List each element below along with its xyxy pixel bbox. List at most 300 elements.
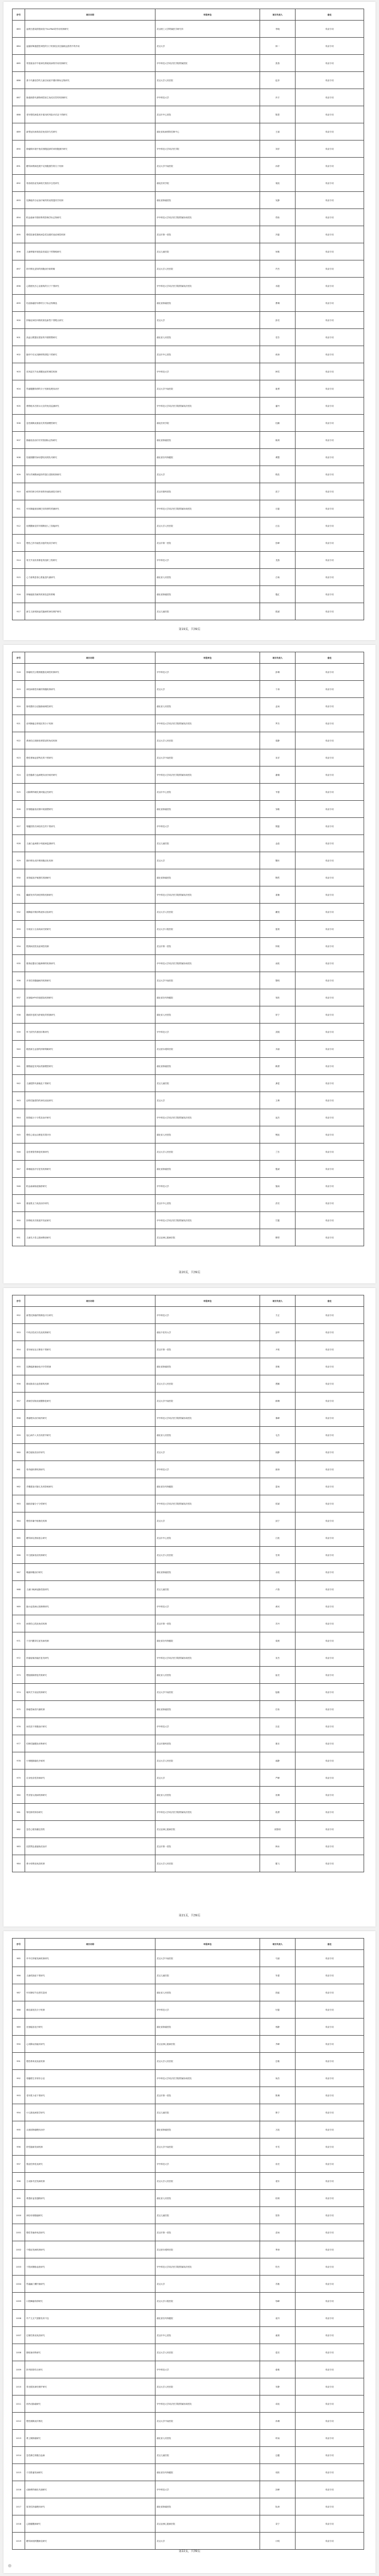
- table-row: [13, 1427, 364, 1444]
- cell-remark: 转录专项: [296, 432, 364, 449]
- table-row: [13, 2327, 364, 2344]
- cell-number: 938: [13, 1006, 25, 1024]
- cell-project-leader: 付磊: [260, 2001, 296, 2019]
- table-row: [13, 938, 364, 955]
- cell-project-name: 神经病理性疼痛的脊髓机制研究: [25, 681, 155, 698]
- cell-applicant-unit: 华中科技大学同济医学院附属协和医院: [155, 2396, 260, 2413]
- cell-project-leader: 孙婷: [260, 158, 296, 175]
- cell-project-name: 冠心病介入术后再狭窄研究: [25, 1427, 155, 1444]
- table-row: [13, 989, 364, 1006]
- cell-remark: 转录专项: [296, 1195, 364, 1212]
- cell-number: 894: [13, 209, 25, 226]
- cell-applicant-unit: 湖北省人民医院: [155, 1667, 260, 1684]
- cell-project-name: 肾癌靶向治疗耐药研究: [25, 1410, 155, 1427]
- table-row: [13, 1821, 364, 1838]
- cell-project-leader: 安静: [260, 2378, 296, 2396]
- cell-number: 963: [13, 1495, 25, 1512]
- cell-remark: 转录专项: [296, 55, 364, 72]
- cell-project-name: 宫颈癌HPV持续感染机制研究: [25, 989, 155, 1006]
- table-row: [13, 1375, 364, 1393]
- cell-remark: 转录专项: [296, 535, 364, 552]
- cell-project-name: 糖尿病视网膜病变研究: [25, 2533, 155, 2550]
- cell-applicant-unit: 华中科技大学: [155, 818, 260, 835]
- cell-remark: 转录专项: [296, 749, 364, 767]
- cell-project-leader: 彭琳: [260, 664, 296, 681]
- cell-applicant-unit: 武汉大学中南医院: [155, 2138, 260, 2156]
- cell-number: 951: [13, 1229, 25, 1246]
- cell-remark: 转录专项: [296, 2344, 364, 2361]
- cell-applicant-unit: 武汉大学中南医院: [155, 1684, 260, 1701]
- header-project-name: 项目名称: [25, 1939, 155, 1950]
- cell-number: 940: [13, 1041, 25, 1058]
- table-row: [13, 1478, 364, 1495]
- cell-project-leader: 计明: [260, 2533, 296, 2550]
- table-row: [13, 1667, 364, 1684]
- cell-project-leader: 房亮: [260, 2156, 296, 2173]
- cell-project-name: 视网膜病变的早期筛查人工智能研究: [25, 517, 155, 535]
- project-table-1: [12, 9, 364, 620]
- cell-number: 1009: [13, 2361, 25, 2378]
- cell-number: 899: [13, 295, 25, 312]
- cell-remark: 转录专项: [296, 329, 364, 346]
- cell-number: 957: [13, 1393, 25, 1410]
- cell-remark: 转录专项: [296, 106, 364, 123]
- cell-number: 920: [13, 698, 25, 715]
- cell-applicant-unit: 湖北省人民医院: [155, 2430, 260, 2447]
- cell-number: 1013: [13, 2430, 25, 2447]
- table-row: [13, 2447, 364, 2464]
- cell-remark: 转录专项: [296, 1950, 364, 1967]
- cell-remark: 转录专项: [296, 2464, 364, 2481]
- cell-remark: 转录专项: [296, 569, 364, 586]
- cell-applicant-unit: 湖北省人民医院: [155, 1427, 260, 1444]
- header-project-name: 项目名称: [25, 9, 155, 21]
- cell-remark: 转录专项: [296, 552, 364, 569]
- cell-project-leader: 张燕: [260, 55, 296, 72]
- cell-project-leader: 马丽: [260, 1950, 296, 1967]
- cell-applicant-unit: 湖北医药学院: [155, 175, 260, 192]
- cell-project-leader: 殷斌: [260, 1161, 296, 1178]
- cell-project-name: 鼻咽癌放疗后复发机制研究: [25, 1161, 155, 1178]
- cell-applicant-unit: 湖北省肿瘤医院: [155, 586, 260, 603]
- cell-project-leader: 苏敏: [260, 2276, 296, 2293]
- table-row: [13, 784, 364, 801]
- cell-number: 960: [13, 1444, 25, 1461]
- cell-project-leader: 邓超: [260, 278, 296, 295]
- cell-number: 886: [13, 72, 25, 89]
- cell-applicant-unit: 华中科技大学同济医学院附属同济医院: [155, 1212, 260, 1229]
- header-number: 序号: [13, 9, 25, 21]
- cell-applicant-unit: 华中科技大学同济医学院附属医院: [155, 55, 260, 72]
- cell-number: 903: [13, 363, 25, 380]
- cell-number: 996: [13, 2138, 25, 2156]
- cell-remark: 转录专项: [296, 1495, 364, 1512]
- cell-remark: 转录专项: [296, 260, 364, 278]
- cell-applicant-unit: 武汉大学人民医院: [155, 517, 260, 535]
- cell-number: 895: [13, 226, 25, 243]
- cell-remark: 转录专项: [296, 1006, 364, 1024]
- page-footer: 第20页，共39页: [178, 1271, 201, 1274]
- cell-project-leader: 赖勇: [260, 1058, 296, 1075]
- cell-applicant-unit: 武汉市第一医院: [155, 535, 260, 552]
- cell-project-name: 儿童哮喘环境危险因素及干预策略研究: [25, 243, 155, 260]
- cell-project-leader: 程浩: [260, 466, 296, 483]
- cell-project-leader: 韩冰: [260, 1838, 296, 1855]
- cell-project-leader: 罗杰: [260, 715, 296, 732]
- table-row: [13, 1410, 364, 1427]
- cell-applicant-unit: 武汉大学人民医院: [155, 904, 260, 921]
- table-row: [13, 243, 364, 260]
- cell-number: 1016: [13, 2481, 25, 2498]
- table-row: [13, 2241, 364, 2258]
- cell-project-leader: 崔亮: [260, 1667, 296, 1684]
- table-row: [13, 852, 364, 869]
- table-row: [13, 1393, 364, 1410]
- cell-project-leader: 卢燕: [260, 1581, 296, 1598]
- cell-project-name: 急性髓系白血病靶向治疗耐药研究: [25, 767, 155, 784]
- cell-applicant-unit: 武汉亚洲心脏病医院: [155, 1229, 260, 1246]
- table-row: [13, 2190, 364, 2207]
- cell-remark: 转录专项: [296, 1075, 364, 1092]
- cell-number: 985: [13, 1950, 25, 1967]
- cell-number: 890: [13, 141, 25, 158]
- cell-project-name: 系统性红斑狼疮肾损害的免疫机制: [25, 732, 155, 749]
- table-row: [13, 1161, 364, 1178]
- cell-number: 905: [13, 398, 25, 415]
- cell-applicant-unit: 华中科技大学同济医学院附属协和医院: [155, 2070, 260, 2087]
- cell-number: 974: [13, 1684, 25, 1701]
- cell-number: 1015: [13, 2464, 25, 2481]
- cell-number: 889: [13, 123, 25, 141]
- cell-number: 910: [13, 483, 25, 500]
- cell-applicant-unit: 华中科技大学同济医学院附属协和医院: [155, 955, 260, 972]
- table-row: [13, 141, 364, 158]
- cell-number: 942: [13, 1075, 25, 1092]
- cell-project-name: 肝细胞癌免疫微环境重塑研究: [25, 801, 155, 818]
- cell-number: 950: [13, 1212, 25, 1229]
- cell-project-name: 头颈部肿瘤靶向治疗: [25, 2121, 155, 2138]
- cell-remark: 转录专项: [296, 2276, 364, 2293]
- cell-applicant-unit: 湖北省人民医院: [155, 1006, 260, 1024]
- cell-remark: 转录专项: [296, 869, 364, 886]
- cell-applicant-unit: 武汉大学: [155, 466, 260, 483]
- cell-applicant-unit: 湖北省人民医院: [155, 329, 260, 346]
- table-row: [13, 89, 364, 106]
- cell-project-name: 胆管癌分子分型及治疗研究: [25, 1109, 155, 1126]
- cell-remark: 转录专项: [296, 2190, 364, 2207]
- cell-project-name: 卒中后抑郁发病机制研究: [25, 1950, 155, 1967]
- table-row: [13, 1984, 364, 2001]
- table-row: [13, 818, 364, 835]
- cell-applicant-unit: 华中科技大学: [155, 2156, 260, 2173]
- cell-project-leader: 郝静: [260, 1752, 296, 1770]
- table-row: [13, 1967, 364, 1984]
- cell-project-leader: 段斌: [260, 603, 296, 620]
- cell-project-leader: 雷雨: [260, 1478, 296, 1495]
- cell-remark: 转录专项: [296, 72, 364, 89]
- cell-project-leader: 管彤: [260, 2207, 296, 2224]
- cell-number: 916: [13, 586, 25, 603]
- project-table-3: [12, 1295, 364, 1872]
- cell-remark: 转录专项: [296, 175, 364, 192]
- header-remark: 备注: [296, 1939, 364, 1950]
- cell-remark: 转录专项: [296, 2173, 364, 2190]
- cell-project-name: 脑小血管病认知障碍研究: [25, 1598, 155, 1615]
- table-row: [13, 1564, 364, 1581]
- cell-applicant-unit: 华中科技大学同济医学院附属同济医院: [155, 2258, 260, 2276]
- cell-remark: 转录专项: [296, 801, 364, 818]
- cell-applicant-unit: 华中科技大学同济医学院附属同济医院: [155, 398, 260, 415]
- cell-project-name: 孕期感染对胎儿发育影响研究: [25, 1478, 155, 1495]
- cell-number: 977: [13, 1735, 25, 1752]
- cell-applicant-unit: 武汉爱尔眼科医院: [155, 1041, 260, 1058]
- cell-number: 989: [13, 2019, 25, 2036]
- cell-remark: 转录专项: [296, 1212, 364, 1229]
- cell-remark: 转录专项: [296, 989, 364, 1006]
- cell-number: 979: [13, 1770, 25, 1787]
- table-row: [13, 123, 364, 141]
- cell-number: 944: [13, 1109, 25, 1126]
- table-row: [13, 921, 364, 938]
- cell-project-name: 肝纤维化逆转的细胞治疗新策略: [25, 260, 155, 278]
- cell-project-name: 慢性疼痛中枢敏化机制: [25, 1512, 155, 1530]
- cell-applicant-unit: 武汉大学: [155, 2533, 260, 2550]
- header-number: 序号: [13, 1939, 25, 1950]
- cell-project-name: 肝癌射频消融后复发研究: [25, 1650, 155, 1667]
- cell-project-leader: 柳青: [260, 1229, 296, 1246]
- cell-remark: 转录专项: [296, 2241, 364, 2258]
- cell-number: 965: [13, 1530, 25, 1547]
- cell-project-leader: 夏晨: [260, 921, 296, 938]
- table-row: [13, 2001, 364, 2019]
- cell-applicant-unit: 武汉儿童医院: [155, 603, 260, 620]
- cell-remark: 转录专项: [296, 1444, 364, 1461]
- cell-remark: 转录专项: [296, 1161, 364, 1178]
- cell-project-leader: 冉琳: [260, 2413, 296, 2430]
- cell-project-name: 牙周炎与全身疾病关联研究: [25, 921, 155, 938]
- cell-applicant-unit: 湖北省肿瘤医院: [155, 869, 260, 886]
- header-applicant-unit: 申报单位: [155, 1939, 260, 1950]
- cell-applicant-unit: 武汉大学人民医院: [155, 732, 260, 749]
- cell-remark: 转录专项: [296, 1341, 364, 1358]
- cell-remark: 转录专项: [296, 1461, 364, 1478]
- table-row: [13, 72, 364, 89]
- cell-applicant-unit: 武汉亚洲心脏病医院: [155, 1821, 260, 1838]
- cell-remark: 转录专项: [296, 312, 364, 329]
- cell-project-name: 青光眼视神经保护研究: [25, 2378, 155, 2396]
- cell-project-leader: 莫丹: [260, 2310, 296, 2327]
- cell-number: 1010: [13, 2378, 25, 2396]
- cell-number: 922: [13, 732, 25, 749]
- cell-applicant-unit: 华中科技大学同济医学院附属协和医院: [155, 1650, 260, 1667]
- cell-applicant-unit: 湖北省肿瘤医院: [155, 295, 260, 312]
- cell-project-leader: 龚雯: [260, 1075, 296, 1092]
- cell-project-leader: 尹莉: [260, 1341, 296, 1358]
- cell-remark: 转录专项: [296, 972, 364, 989]
- cell-remark: 转录专项: [296, 2361, 364, 2378]
- cell-project-name: 脓毒症器官功能障碍的机制研究: [25, 955, 155, 972]
- cell-project-name: 小细胞肺癌化疗耐药: [25, 1752, 155, 1770]
- cell-number: 1019: [13, 2533, 25, 2550]
- cell-number: 948: [13, 1178, 25, 1195]
- cell-applicant-unit: 武汉市第一医院: [155, 226, 260, 243]
- cell-remark: 转录专项: [296, 226, 364, 243]
- cell-number: 964: [13, 1512, 25, 1530]
- cell-number: 924: [13, 767, 25, 784]
- cell-project-leader: 韦强: [260, 784, 296, 801]
- cell-project-name: 癫痫发作的神经网络机制研究: [25, 886, 155, 904]
- cell-project-name: 动脉粥样硬化代谢研究: [25, 2481, 155, 2498]
- cell-number: 929: [13, 852, 25, 869]
- table-row: [13, 209, 364, 226]
- cell-applicant-unit: 华中科技大学同济医学院附属同济医院: [155, 278, 260, 295]
- cell-project-leader: 许杰: [260, 260, 296, 278]
- cell-project-name: 肾透析血管通路研究: [25, 2190, 155, 2207]
- table-row: [13, 2036, 364, 2053]
- cell-applicant-unit: 武汉市肺科医院: [155, 483, 260, 500]
- header-project-leader: 项目负责人: [260, 9, 296, 21]
- cell-remark: 转录专项: [296, 1126, 364, 1143]
- cell-project-leader: 任伟: [260, 1701, 296, 1718]
- cell-project-name: 儿童白血病微小残留病监测研究: [25, 835, 155, 852]
- table-row: [13, 1495, 364, 1512]
- cell-project-name: 儿童川崎病冠脉损害研究: [25, 1581, 155, 1598]
- header-applicant-unit: 申报单位: [155, 9, 260, 21]
- cell-applicant-unit: 武汉大学人民医院: [155, 1547, 260, 1564]
- cell-project-leader: 栾宁: [260, 2515, 296, 2533]
- cell-project-name: 骨质疏松症发病相关基因多态性研究: [25, 175, 155, 192]
- table-header-row: [13, 652, 364, 664]
- table-row: [13, 1632, 364, 1650]
- cell-number: 906: [13, 415, 25, 432]
- cell-number: 887: [13, 89, 25, 106]
- project-table-2: [12, 652, 364, 1246]
- cell-applicant-unit: 华中科技大学同济医学院附属同济医院: [155, 1804, 260, 1821]
- cell-remark: 转录专项: [296, 2498, 364, 2515]
- cell-applicant-unit: 武汉大学中南医院: [155, 2413, 260, 2430]
- cell-project-leader: 白杨: [260, 569, 296, 586]
- cell-project-name: 骨关节炎软骨修复的组织工程研究: [25, 552, 155, 569]
- table-row: [13, 2533, 364, 2550]
- cell-project-name: 肺纤维化成纤维细胞活化机制: [25, 852, 155, 869]
- cell-project-leader: 林一: [260, 38, 296, 55]
- cell-remark: 转录专项: [296, 1684, 364, 1701]
- cell-project-name: 乳腺癌新辅助化疗疗效预测: [25, 1358, 155, 1375]
- table-row: [13, 715, 364, 732]
- cell-remark: 转录专项: [296, 1735, 364, 1752]
- cell-applicant-unit: 武汉大学: [155, 1092, 260, 1109]
- cell-remark: 转录专项: [296, 921, 364, 938]
- table-row: [13, 1838, 364, 1855]
- table-row: [13, 1212, 364, 1229]
- table-row: [13, 586, 364, 603]
- cell-remark: 转录专项: [296, 2070, 364, 2087]
- cell-applicant-unit: 湖北省人民医院: [155, 1984, 260, 2001]
- cell-project-name: 甲亢眼病免疫机制研究: [25, 1547, 155, 1564]
- cell-number: 909: [13, 466, 25, 483]
- table-row: [13, 1804, 364, 1821]
- cell-project-leader: 符杰: [260, 2258, 296, 2276]
- cell-applicant-unit: 湖北省肿瘤医院: [155, 1701, 260, 1718]
- cell-number: 913: [13, 535, 25, 552]
- cell-remark: 转录专项: [296, 2104, 364, 2121]
- cell-remark: 转录专项: [296, 1024, 364, 1041]
- cell-remark: 转录专项: [296, 141, 364, 158]
- cell-applicant-unit: 湖北省肿瘤医院: [155, 2121, 260, 2138]
- cell-remark: 转录专项: [296, 2293, 364, 2310]
- cell-applicant-unit: 武汉市第一医院: [155, 1838, 260, 1855]
- table-row: [13, 1307, 364, 1324]
- cell-remark: 转录专项: [296, 21, 364, 38]
- cell-project-name: 急性胰腺炎重症化的预测模型研究: [25, 415, 155, 432]
- cell-number: 991: [13, 2053, 25, 2070]
- cell-project-name: 脂肪肝进展为肝硬化的预测研究: [25, 1006, 155, 1024]
- cell-applicant-unit: 华中科技大学同济医学院: [155, 141, 260, 158]
- table-row: [13, 1143, 364, 1161]
- cell-remark: 转录专项: [296, 2481, 364, 2498]
- cell-applicant-unit: 武汉儿童医院: [155, 1967, 260, 1984]
- cell-project-name: 慢性胰腺炎纤维化: [25, 2413, 155, 2430]
- cell-number: 932: [13, 904, 25, 921]
- cell-project-leader: 时雨: [260, 2430, 296, 2447]
- cell-remark: 转录专项: [296, 2447, 364, 2464]
- cell-project-name: 胃癌幽门螺杆菌研究: [25, 2276, 155, 2293]
- cell-applicant-unit: 武汉大学中南医院: [155, 1393, 260, 1410]
- cell-remark: 转录专项: [296, 1650, 364, 1667]
- cell-project-leader: 祝琳: [260, 1787, 296, 1804]
- cell-applicant-unit: 华中科技大学同济医学院附属协和医院: [155, 209, 260, 226]
- cell-applicant-unit: 湖北中医药大学: [155, 1324, 260, 1341]
- cell-project-leader: 贺峰: [260, 535, 296, 552]
- cell-project-name: 甲状腺结节良恶性鉴别: [25, 1984, 155, 2001]
- cell-project-leader: 宋洋: [260, 749, 296, 767]
- cell-number: 972: [13, 1650, 25, 1667]
- cell-applicant-unit: 华中科技大学: [155, 1024, 260, 1041]
- cell-applicant-unit: 华中科技大学同济医学院附属协和医院: [155, 500, 260, 517]
- cell-number: 1011: [13, 2396, 25, 2413]
- project-table-4: [12, 1938, 364, 2550]
- cell-project-leader: 朱强: [260, 1967, 296, 1984]
- cell-project-leader: 卓凯: [260, 2396, 296, 2413]
- cell-applicant-unit: 湖北省肿瘤医院: [155, 1161, 260, 1178]
- cell-remark: 转录专项: [296, 1143, 364, 1161]
- cell-project-leader: 万凯: [260, 2121, 296, 2138]
- cell-applicant-unit: 武汉大学: [155, 2276, 260, 2293]
- cell-number: 1004: [13, 2276, 25, 2293]
- cell-applicant-unit: 武汉大学中南医院: [155, 158, 260, 175]
- cell-remark: 转录专项: [296, 2207, 364, 2224]
- cell-project-leader: 洪亮: [260, 1195, 296, 1212]
- cell-applicant-unit: 华中科技大学同济医学院附属同济医院: [155, 1109, 260, 1126]
- table-row: [13, 1530, 364, 1547]
- cell-project-name: 结核性脑膜炎诊断研究: [25, 1735, 155, 1752]
- cell-remark: 转录专项: [296, 1410, 364, 1427]
- table-row: [13, 312, 364, 329]
- table-row: [13, 1092, 364, 1109]
- cell-project-name: 慢性肾病血管钙化的干预研究: [25, 749, 155, 767]
- cell-applicant-unit: 湖北省人民医院: [155, 1126, 260, 1143]
- cell-project-leader: 余凯: [260, 1564, 296, 1581]
- cell-project-leader: 鲁宁: [260, 2104, 296, 2121]
- cell-number: 999: [13, 2190, 25, 2207]
- cell-remark: 转录专项: [296, 2533, 364, 2550]
- cell-project-name: 耐药结核分枝杆菌的快速检测技术研究: [25, 483, 155, 500]
- cell-project-name: 血吸虫感染肝脏病变中lncRNA的作用机制研究: [25, 21, 155, 38]
- cell-remark: 转录专项: [296, 2378, 364, 2396]
- cell-applicant-unit: 湖北省妇幼保健院: [155, 449, 260, 466]
- cell-applicant-unit: 武汉市中心医院: [155, 346, 260, 363]
- cell-applicant-unit: 湖北省疾病预防控制中心: [155, 123, 260, 141]
